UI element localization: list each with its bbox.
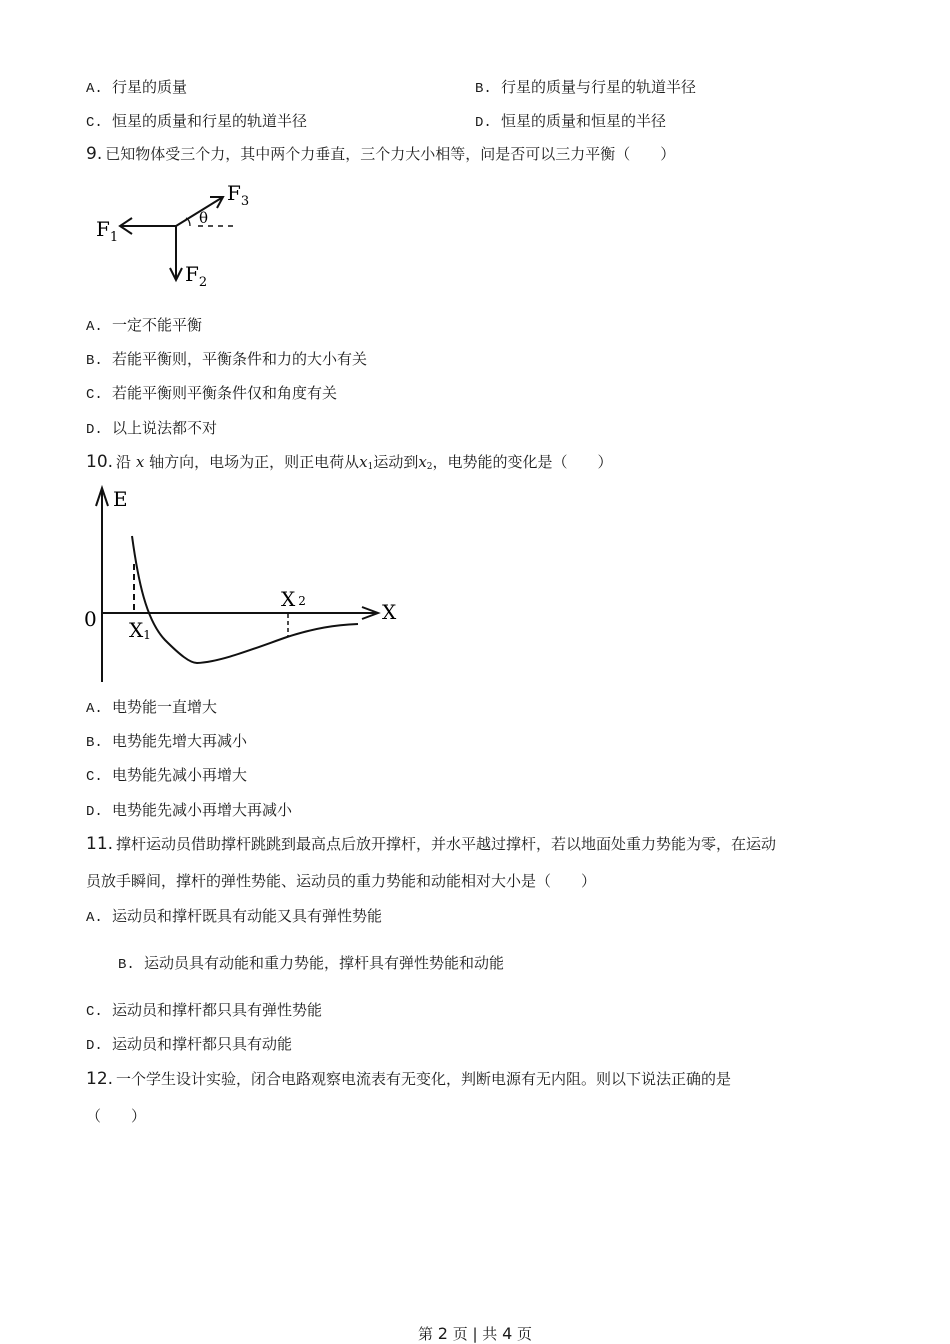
- option-label: B.: [86, 735, 103, 751]
- f2-label: $F_2$: [185, 262, 208, 290]
- x1-label: X1: [129, 618, 151, 642]
- current-page-number: 2: [437, 1324, 448, 1343]
- option-text: 以上说法都不对: [112, 419, 218, 437]
- page-footer: [0, 1323, 950, 1344]
- option-label: B.: [118, 957, 135, 973]
- q8-option-a: [86, 77, 187, 99]
- f1-label: $F_1$: [96, 217, 119, 245]
- question-text: 运动到: [373, 453, 419, 471]
- q11-option-c: [86, 1000, 322, 1022]
- option-text: 行星的质量: [112, 78, 188, 96]
- option-label: D.: [86, 422, 103, 438]
- force-diagram: [86, 178, 266, 298]
- footer-text: 页: [512, 1325, 533, 1343]
- question-number: 11.: [86, 834, 114, 854]
- option-label: A.: [86, 701, 103, 717]
- option-label: C.: [86, 115, 103, 131]
- q10-option-a: [86, 697, 217, 719]
- option-text: 电势能先增大再减小: [112, 732, 248, 750]
- footer-text: 页 | 共: [447, 1325, 503, 1343]
- q10-option-b: [86, 731, 247, 753]
- option-text: 运动员具有动能和重力势能，撑杆具有弹性势能和动能: [144, 954, 505, 972]
- option-text: 恒星的质量和恒星的半径: [501, 112, 667, 130]
- question-number: 10.: [86, 452, 114, 472]
- option-label: C.: [86, 1004, 103, 1020]
- q8-option-c: [86, 111, 307, 133]
- q9-option-d: [86, 418, 217, 440]
- option-text: 电势能先减小再增大再减小: [112, 801, 293, 819]
- option-text: 电势能一直增大: [112, 698, 218, 716]
- question-text: 员放手瞬间，撑杆的弹性势能、运动员的重力势能和动能相对大小是（ ）: [86, 872, 597, 890]
- question-9-stem: [86, 143, 675, 165]
- q9-option-b: [86, 349, 367, 371]
- variable-x2: x: [418, 453, 427, 471]
- q8-option-d: [475, 111, 666, 133]
- question-10-stem: [86, 451, 613, 478]
- variable-x1: x: [359, 453, 368, 471]
- subscript: 1: [367, 462, 374, 472]
- origin-label: 0: [84, 607, 97, 631]
- variable-x: x: [135, 453, 145, 471]
- q10-option-d: [86, 800, 292, 822]
- q11-option-d: [86, 1034, 292, 1056]
- question-text: 撑杆运动员借助撑杆跳跳到最高点后放开撑杆，并水平越过撑杆，若以地面处重力势能为零，在运动: [116, 835, 777, 853]
- question-text: 一个学生设计实验，闭合电路观察电流表有无变化，判断电源有无内阻。则以下说法正确的是: [116, 1070, 732, 1088]
- x2-label: X 2: [281, 587, 306, 611]
- question-11-stem-line2: [86, 870, 596, 892]
- option-label: C.: [86, 387, 103, 403]
- footer-text: 第: [417, 1325, 438, 1343]
- question-12-stem-line1: [86, 1068, 731, 1090]
- question-text: 轴方向，电场为正，则正电荷从: [149, 453, 360, 471]
- q11-option-a: [86, 906, 382, 928]
- option-label: C.: [86, 769, 103, 785]
- option-text: 恒星的质量和行星的轨道半径: [112, 112, 308, 130]
- subscript: 2: [426, 462, 433, 472]
- option-text: 运动员和撑杆都只具有动能: [112, 1035, 293, 1053]
- total-pages-number: 4: [502, 1324, 513, 1343]
- option-label: A.: [86, 81, 103, 97]
- option-text: 运动员和撑杆既具有动能又具有弹性势能: [112, 907, 383, 925]
- question-number: 9.: [86, 144, 103, 164]
- option-label: D.: [86, 1038, 103, 1054]
- f3-label: $F_3$: [227, 181, 250, 209]
- q10-option-c: [86, 765, 247, 787]
- q9-option-c: [86, 383, 337, 405]
- question-12-stem-line2: [86, 1105, 146, 1127]
- x-axis-label: X: [382, 600, 397, 624]
- theta-label: θ: [199, 209, 209, 227]
- question-text: ，电势能的变化是（ ）: [432, 453, 613, 471]
- option-text: 若能平衡则平衡条件仅和角度有关: [112, 384, 338, 402]
- option-label: B.: [475, 81, 492, 97]
- q9-option-a: [86, 315, 202, 337]
- option-text: 行星的质量与行星的轨道半径: [501, 78, 697, 96]
- question-text: 沿: [116, 453, 132, 471]
- electric-field-graph: [80, 480, 410, 690]
- q11-option-b: [118, 953, 504, 975]
- option-label: D.: [475, 115, 492, 131]
- option-text: 若能平衡则，平衡条件和力的大小有关: [112, 350, 368, 368]
- option-label: A.: [86, 319, 103, 335]
- option-text: 电势能先减小再增大: [112, 766, 248, 784]
- answer-blank: （ ）: [86, 1107, 147, 1125]
- question-11-stem-line1: [86, 833, 776, 855]
- y-axis-label: E: [113, 487, 128, 511]
- option-label: A.: [86, 910, 103, 926]
- q8-option-b: [475, 77, 696, 99]
- question-number: 12.: [86, 1069, 114, 1089]
- option-label: B.: [86, 353, 103, 369]
- option-text: 运动员和撑杆都只具有弹性势能: [112, 1001, 323, 1019]
- option-text: 一定不能平衡: [112, 316, 203, 334]
- question-text: 已知物体受三个力，其中两个力垂直，三个力大小相等，问是否可以三力平衡（ ）: [105, 145, 676, 163]
- option-label: D.: [86, 804, 103, 820]
